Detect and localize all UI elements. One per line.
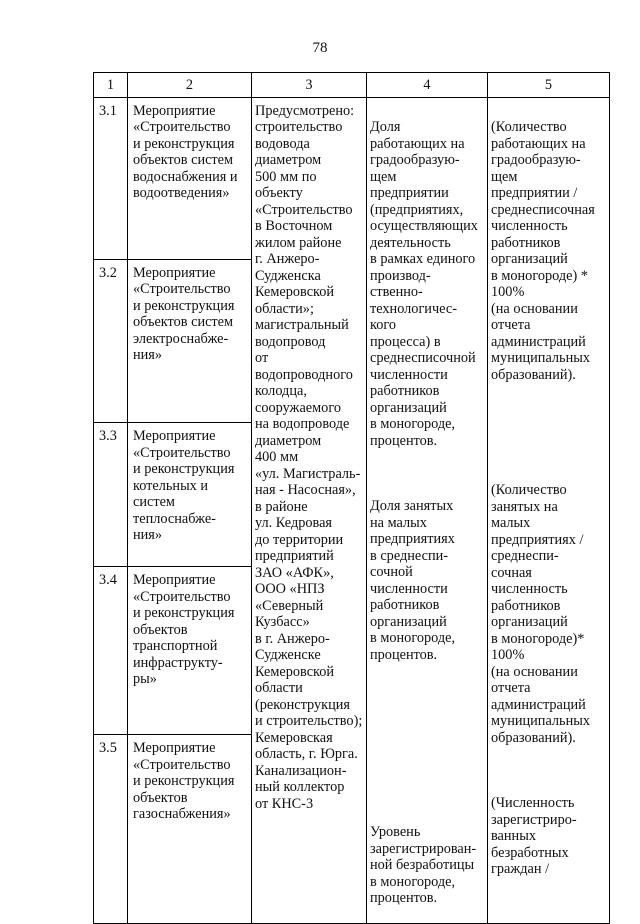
measure-name: Мероприятие «Строительство и реконструкция объектов газоснабжения» xyxy=(128,735,252,924)
measure-description: Предусмотрено: строительство водовода диаметром 500 мм по объекту «Строительство в Восточном жилом районе г. Анжеро- Судженска Кемеровской области»; магистральный водопровод от водопроводного колодца, сооружаемого на водопроводе диаметром 400 мм «ул. Магистраль- ная - Насосная», в районе ул. Кедровая до территории предприятий ЗАО «АФК», ООО «НПЗ «Северный Кузбасс» в г. Анжеро- Судженске Кемеровской области (реконструкция и строительство); Кемеровская область, г. Юрга. Канализацион- ный коллектор от КНС-3 xyxy=(252,97,367,924)
measure-name: Мероприятие «Строительство и реконструкция объектов транспортной инфраструкту- ры» xyxy=(128,567,252,735)
measure-name: Мероприятие «Строительство и реконструкция объектов систем электроснабже- ния» xyxy=(128,259,252,422)
header-row xyxy=(94,73,610,98)
row-number: 3.5 xyxy=(94,735,128,924)
measure-name: Мероприятие «Строительство и реконструкция котельных и систем теплоснабже- ния» xyxy=(128,423,252,567)
row-number: 3.2 xyxy=(94,259,128,422)
indicators-cell xyxy=(367,97,488,924)
indicator-unemployment-level: Уровень зарегистрирован- ной безработицы в моногороде, процентов. xyxy=(370,824,477,906)
indicator-citywide-share: Доля работающих на градообразую- щем предприятии (предприятиях, осуществляющих деятельность в рамках единого производ- ственно- технологичес- кого процесса) в среднесписочной численности работников организаций в моногороде, процентов. xyxy=(370,119,478,449)
header-col-1: 1 xyxy=(94,73,128,98)
row-number: 3.3 xyxy=(94,423,128,567)
indicator-small-business-share: Доля занятых на малых предприятиях в среднеспи- сочной численности работников организаций в моногороде, процентов. xyxy=(370,498,456,663)
row-number: 3.4 xyxy=(94,567,128,735)
formula-unemployment-level: (Численность зарегистриро- ванных безработных граждан / xyxy=(491,795,577,877)
table-row xyxy=(94,97,610,259)
formulas-cell xyxy=(488,97,610,924)
header-col-5: 5 xyxy=(488,73,610,98)
row-number: 3.1 xyxy=(94,97,128,259)
measures-table xyxy=(93,72,610,924)
header-col-4: 4 xyxy=(367,73,488,98)
formula-small-business-share: (Количество занятых на малых предприятиях / среднеспи- сочная численность работников организаций в моногороде)* 100% (на основании отчета администраций муниципальных образований). xyxy=(491,482,590,746)
page-number: 78 xyxy=(312,40,328,56)
formula-citywide-share: (Количество работающих на градообразую- щем предприятии / среднесписочная численность работников организаций в моногороде) * 100% (на основании отчета администраций муниципальных образований). xyxy=(491,119,595,383)
measure-name: Мероприятие «Строительство и реконструкция объектов систем водоснабжения и водоотведения» xyxy=(128,97,252,259)
header-col-2: 2 xyxy=(128,73,252,98)
header-col-3: 3 xyxy=(252,73,367,98)
